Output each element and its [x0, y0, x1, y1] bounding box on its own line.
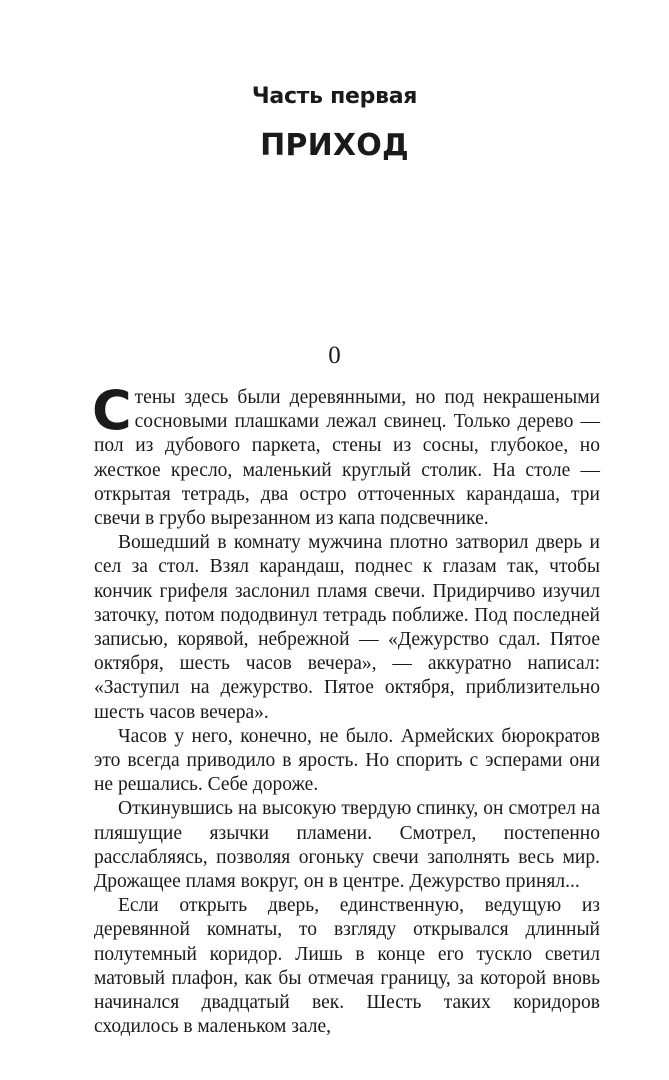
paragraph-5: Если открыть дверь, единственную, ведущую из деревянной комнаты, то взгляду открывался длинный полутемный коридор. Лишь в конце его тускло светил матовый плафон, как бы отмечая границу, за которой вновь начинался двадцатый век. Шесть таких коридоров сходилось в маленьком зале, [94, 895, 600, 1038]
paragraph-1-text: тены здесь были деревянными, но под некрашеными сосновыми плашками лежал свинец. Только дерево — пол из дубового паркета, стены из сосны, глубокое, но жесткое кресло, маленький круглый столик. На столе — открытая тетрадь, два остро отточенных карандаша, три свечи в грубо вырезанном из капа подсвечнике. [94, 387, 600, 530]
body-text [92, 379, 600, 1039]
section-number: 0 [328, 342, 341, 369]
drop-cap: С [92, 379, 132, 442]
paragraph-1 [92, 379, 600, 531]
paragraph-4: Откинувшись на высокую твердую спинку, он смотрел на пляшущие язычки пламени. Смотрел, постепенно расслабляясь, позволяя огоньку свечи заполнять весь мир. Дрожащее пламя вокруг, он в центре. Дежурство принял... [94, 798, 600, 893]
paragraph-2: Вошедший в комнату мужчина плотно затворил дверь и сел за стол. Взял карандаш, поднес к глазам так, чтобы кончик грифеля заслонил пламя свечи. Придирчиво изучил заточку, потом пододвинул тетрадь поближе. Под последней записью, корявой, небрежной — «Дежурство сдал. Пятое октября, шесть часов вечера», — аккуратно написал: «Заступил на дежурство. Пятое октября, приблизительно шесть часов вечера». [94, 532, 600, 723]
part-title: Часть первая [251, 84, 418, 109]
paragraph-3: Часов у него, конечно, не было. Армейских бюрократов это всегда приводило в ярость. Но спорить с эсперами они не решались. Себе дороже. [94, 725, 600, 796]
chapter-title: ПРИХОД [260, 128, 409, 163]
